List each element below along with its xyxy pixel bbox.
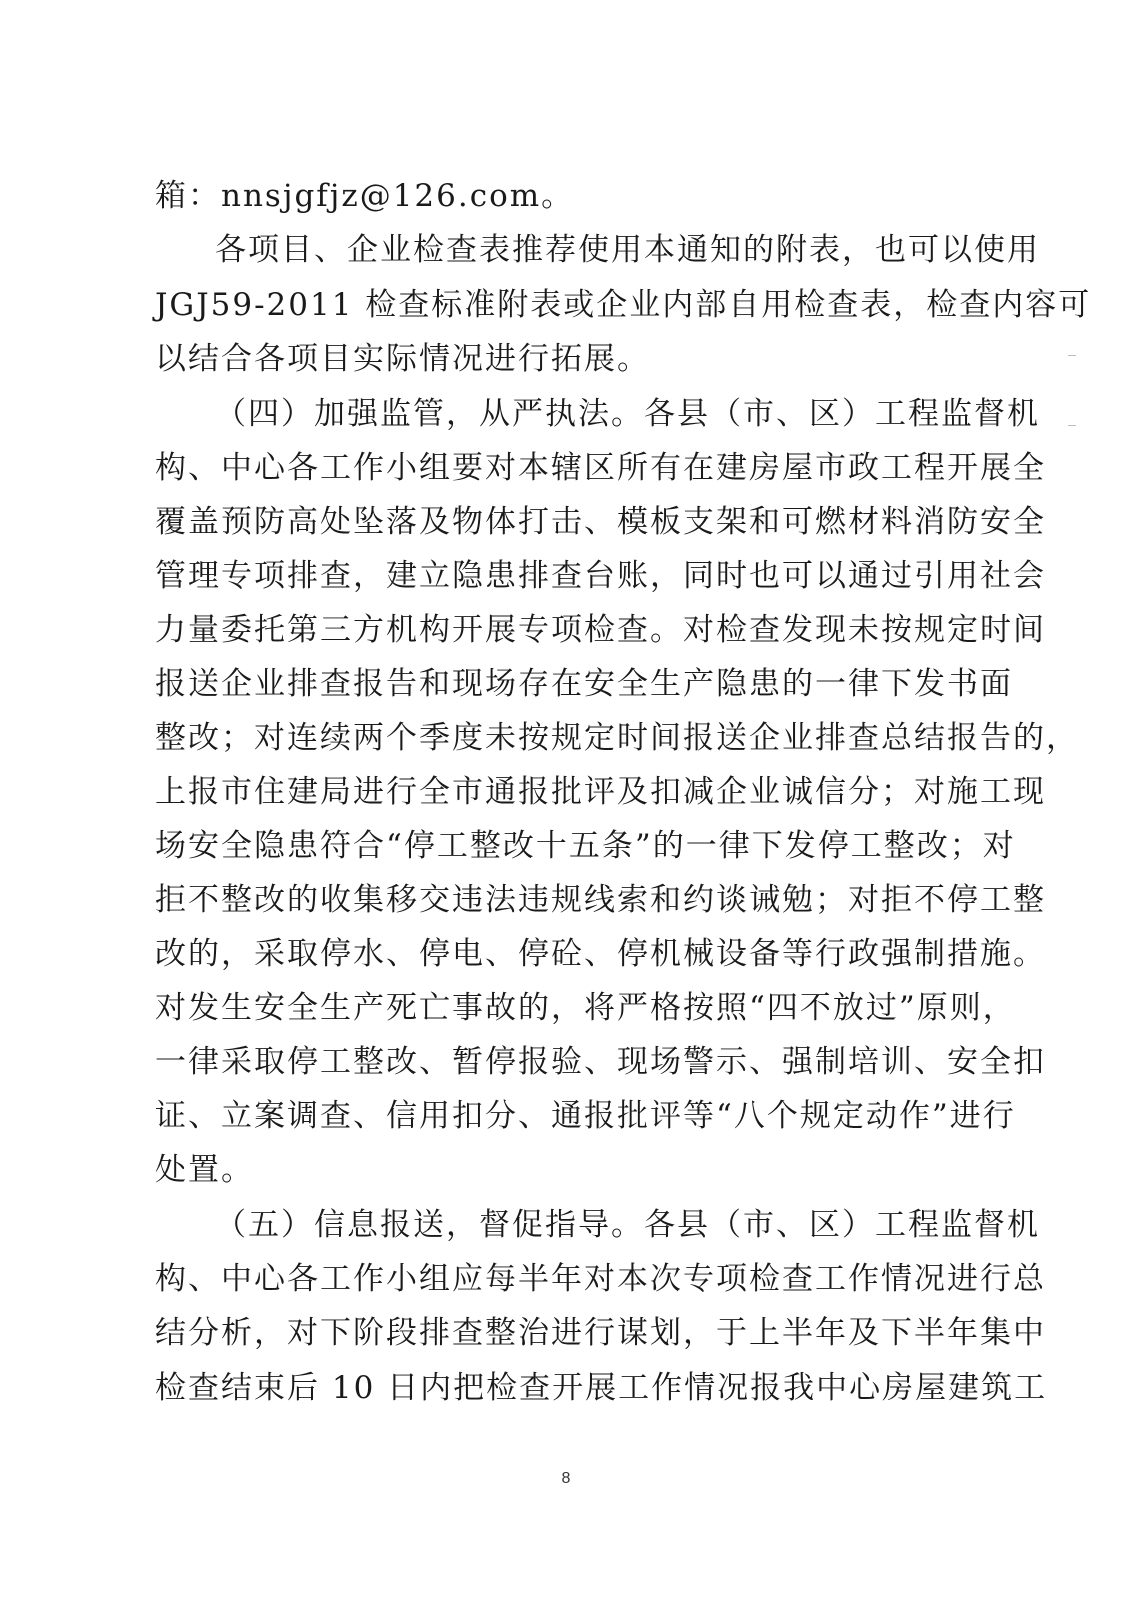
text-line-12: 上报市住建局进行全市通报批评及扣减企业诚信分；对施工现 <box>155 774 1046 810</box>
text-line-6: 构、中心各工作小组要对本辖区所有在建房屋市政工程开展全 <box>155 450 1046 486</box>
text-line-21: 构、中心各工作小组应每半年对本次专项检查工作情况进行总 <box>155 1261 1046 1297</box>
text-line-8: 管理专项排查，建立隐患排查台账，同时也可以通过引用社会 <box>155 558 1046 594</box>
text-line-23: 检查结束后 10 日内把检查开展工作情况报我中心房屋建筑工 <box>155 1370 1048 1406</box>
text-line-18: 证、立案调查、信用扣分、通报批评等“八个规定动作”进行 <box>155 1098 1016 1134</box>
scan-edge-mark <box>1068 355 1076 356</box>
text-line-11: 整改；对连续两个季度未按规定时间报送企业排查总结报告的， <box>155 720 1079 756</box>
text-line-1: 箱：nnsjgfjz@126.com。 <box>155 178 575 214</box>
text-line-13: 场安全隐患符合“停工整改十五条”的一律下发停工整改；对 <box>155 828 1016 864</box>
text-line-22: 结分析，对下阶段排查整治进行谋划，于上半年及下半年集中 <box>155 1315 1046 1351</box>
text-line-19: 处置。 <box>155 1152 254 1188</box>
text-line-10: 报送企业排查报告和现场存在安全生产隐患的一律下发书面 <box>155 666 1013 702</box>
text-line-5: （四）加强监管，从严执法。各县（市、区）工程监督机 <box>215 396 1040 432</box>
page-number: 8 <box>561 1470 571 1487</box>
text-line-4: 以结合各项目实际情况进行拓展。 <box>155 341 650 377</box>
scan-edge-mark <box>1068 425 1076 426</box>
text-line-9: 力量委托第三方机构开展专项检查。对检查发现未按规定时间 <box>155 612 1046 648</box>
text-line-14: 拒不整改的收集移交违法违规线索和约谈诫勉；对拒不停工整 <box>155 882 1046 918</box>
text-line-2: 各项目、企业检查表推荐使用本通知的附表，也可以使用 <box>215 232 1040 268</box>
text-line-3: JGJ59-2011 检查标准附表或企业内部自用检查表，检查内容可 <box>155 287 1092 323</box>
text-line-20: （五）信息报送，督促指导。各县（市、区）工程监督机 <box>215 1207 1040 1243</box>
text-line-7: 覆盖预防高处坠落及物体打击、模板支架和可燃材料消防安全 <box>155 504 1046 540</box>
text-line-17: 一律采取停工整改、暂停报验、现场警示、强制培训、安全扣 <box>155 1044 1046 1080</box>
text-line-16: 对发生安全生产死亡事故的，将严格按照“四不放过”原则， <box>155 990 1016 1026</box>
text-line-15: 改的，采取停水、停电、停砼、停机械设备等行政强制措施。 <box>155 936 1046 972</box>
